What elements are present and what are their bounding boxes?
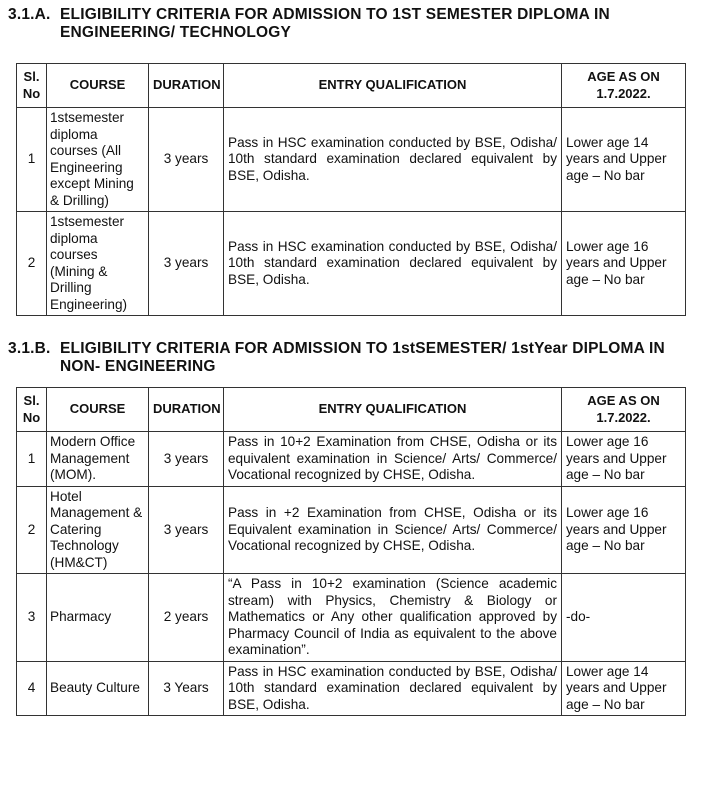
section-b-number: 3.1.B.	[8, 340, 51, 357]
header-age: AGE AS ON 1.7.2022.	[562, 388, 686, 432]
row-entry: Pass in HSC examination conducted by BSE, Odisha/ 10th standard examination declared equivalent by BSE, Odisha.	[224, 108, 562, 212]
row-age: -do-	[562, 574, 686, 662]
header-entry: ENTRY QUALIFICATION	[224, 388, 562, 432]
row-entry: Pass in HSC examination conducted by BSE, Odisha/ 10th standard examination declared equivalent by BSE, Odisha.	[224, 661, 562, 716]
section-b-table	[16, 387, 686, 716]
row-sl: 4	[17, 661, 47, 716]
row-sl: 3	[17, 574, 47, 662]
table-row	[17, 486, 686, 574]
header-duration: DURATION	[149, 388, 224, 432]
row-age: Lower age 16 years and Upper age – No bar	[562, 486, 686, 574]
row-entry: Pass in 10+2 Examination from CHSE, Odisha or its equivalent examination in Science/ Arts/ Commerce/ Vocational recognized by CHSE, Odisha.	[224, 432, 562, 487]
section-b-rows	[17, 432, 686, 716]
row-duration: 3 Years	[149, 661, 224, 716]
row-age: Lower age 16 years and Upper age – No bar	[562, 432, 686, 487]
header-sl: Sl. No	[17, 388, 47, 432]
row-age: Lower age 16 years and Upper age – No bar	[562, 212, 686, 316]
row-duration: 3 years	[149, 108, 224, 212]
row-sl: 1	[17, 432, 47, 487]
header-entry: ENTRY QUALIFICATION	[224, 64, 562, 108]
header-course: COURSE	[47, 388, 149, 432]
section-b-title-line2: NON- ENGINEERING	[60, 358, 216, 375]
section-a-rows	[17, 108, 686, 316]
header-duration: DURATION	[149, 64, 224, 108]
header-course: COURSE	[47, 64, 149, 108]
row-course: Hotel Management & Catering Technology (HM&CT)	[47, 486, 149, 574]
row-entry: “A Pass in 10+2 examination (Science academic stream) with Physics, Chemistry & Biology or Mathematics or Any other qualification approved by Pharmacy Council of India as equivalent to the above examination”.	[224, 574, 562, 662]
row-sl: 1	[17, 108, 47, 212]
row-entry: Pass in HSC examination conducted by BSE, Odisha/ 10th standard examination declared equivalent by BSE, Odisha.	[224, 212, 562, 316]
row-duration: 3 years	[149, 486, 224, 574]
section-a-title-line1: ELIGIBILITY CRITERIA FOR ADMISSION TO 1ST SEMESTER DIPLOMA IN	[60, 6, 610, 23]
table-row	[17, 432, 686, 487]
section-a-table	[16, 63, 686, 316]
row-sl: 2	[17, 212, 47, 316]
row-sl: 2	[17, 486, 47, 574]
table-row	[17, 108, 686, 212]
row-duration: 2 years	[149, 574, 224, 662]
row-course: 1stsemester diploma courses (All Engineering except Mining & Drilling)	[47, 108, 149, 212]
table-header-row	[17, 388, 686, 432]
section-b-heading	[8, 340, 698, 376]
table-row	[17, 661, 686, 716]
section-a-title-line2: ENGINEERING/ TECHNOLOGY	[60, 24, 292, 41]
row-age: Lower age 14 years and Upper age – No bar	[562, 108, 686, 212]
header-sl: Sl. No	[17, 64, 47, 108]
table-row	[17, 574, 686, 662]
row-course: Pharmacy	[47, 574, 149, 662]
row-duration: 3 years	[149, 212, 224, 316]
header-age: AGE AS ON 1.7.2022.	[562, 64, 686, 108]
table-header-row	[17, 64, 686, 108]
row-course: Modern Office Management (MOM).	[47, 432, 149, 487]
section-b-title-line1: ELIGIBILITY CRITERIA FOR ADMISSION TO 1stSEMESTER/ 1stYear DIPLOMA IN	[60, 340, 665, 357]
row-age: Lower age 14 years and Upper age – No bar	[562, 661, 686, 716]
row-duration: 3 years	[149, 432, 224, 487]
row-course: Beauty Culture	[47, 661, 149, 716]
row-course: 1stsemester diploma courses (Mining & Drilling Engineering)	[47, 212, 149, 316]
row-entry: Pass in +2 Examination from CHSE, Odisha or its Equivalent examination in Science/ Arts/ Commerce/ Vocational recognized by CHSE, Odisha.	[224, 486, 562, 574]
section-a-heading	[8, 6, 698, 42]
section-a-number: 3.1.A.	[8, 6, 51, 23]
table-row	[17, 212, 686, 316]
